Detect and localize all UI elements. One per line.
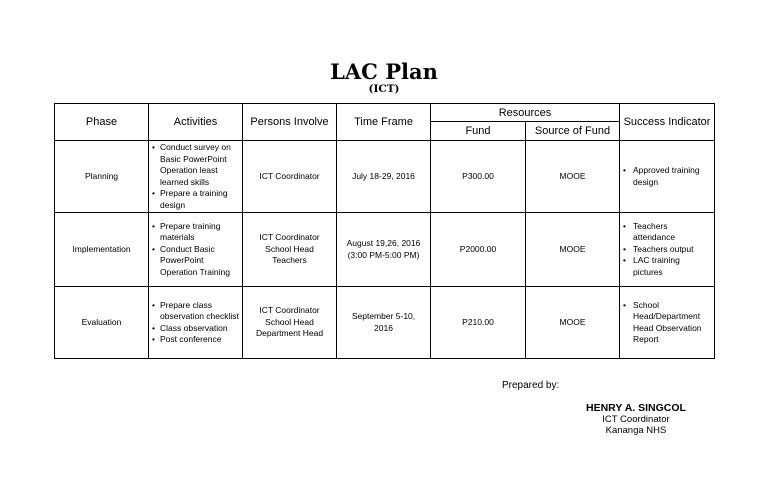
persons-cell [243, 213, 337, 287]
activities-cell [149, 287, 243, 359]
header-phase: Phase [55, 104, 149, 141]
signatory-name: HENRY A. SINGCOL [586, 402, 686, 414]
table-row [55, 287, 715, 359]
activity-item: • Prepare a training design [152, 188, 239, 211]
header-source-of-fund: Source of Fund [526, 122, 620, 141]
signatory-school: Kananga NHS [605, 425, 667, 436]
signatory-position: ICT Coordinator [602, 414, 670, 425]
success-list [623, 221, 711, 279]
table-row [55, 213, 715, 287]
header-fund: Fund [431, 122, 526, 141]
success-cell [620, 213, 715, 287]
activity-item: • Post conference [152, 334, 239, 346]
activity-item: • Conduct Basic PowerPoint Operation Training [152, 244, 239, 279]
success-item: • Teachers attendance [623, 221, 711, 244]
source-cell: MOOE [526, 213, 620, 287]
activities-list [152, 142, 239, 211]
time-line: August 19,26, 2016 [346, 238, 421, 248]
phase-cell: Planning [55, 141, 149, 213]
activities-list [152, 300, 239, 346]
success-item: • Teachers output [623, 244, 711, 256]
activity-item: • Prepare training materials [152, 221, 239, 244]
activity-item: • Class observation [152, 323, 239, 335]
activities-list [152, 221, 239, 279]
person-line: School Head [265, 316, 314, 327]
header-time-frame: Time Frame [337, 104, 431, 141]
header-resources: Resources [431, 104, 620, 122]
person-line: ICT Coordinator [259, 232, 320, 243]
person-line: Department Head [255, 328, 324, 339]
success-item: • LAC training pictures [623, 255, 711, 278]
header-activities: Activities [149, 104, 243, 141]
fund-cell: P300.00 [431, 141, 526, 213]
activities-cell [149, 141, 243, 213]
success-cell [620, 287, 715, 359]
person-line: ICT Coordinator [259, 305, 320, 316]
persons-cell [243, 287, 337, 359]
table-row [55, 141, 715, 213]
activity-item: • Conduct survey on Basic PowerPoint Operation least learned skills [152, 142, 239, 188]
source-cell: MOOE [526, 141, 620, 213]
success-list [623, 165, 711, 188]
phase-cell: Implementation [55, 213, 149, 287]
person-line: School Head [265, 243, 314, 254]
time-frame-cell [337, 213, 431, 287]
fund-cell: P2000.00 [431, 213, 526, 287]
lac-plan-table [54, 103, 715, 359]
prepared-by-label: Prepared by: [502, 380, 560, 391]
header-persons-involve: Persons Involve [243, 104, 337, 141]
time-frame-cell [337, 287, 431, 359]
success-list [623, 300, 711, 346]
source-cell: MOOE [526, 287, 620, 359]
success-item: • School Head/Department Head Observation Report [623, 300, 711, 346]
time-line: (3:00 PM-5:00 PM) [347, 249, 420, 260]
activities-cell [149, 213, 243, 287]
success-item: • Approved training design [623, 165, 711, 188]
success-cell [620, 141, 715, 213]
persons-cell [243, 141, 337, 213]
document-title: LAC Plan [330, 59, 438, 84]
time-line: September 5-10, [351, 311, 416, 321]
signatory-block [570, 402, 702, 436]
time-line: July 18-29, 2016 [352, 170, 415, 181]
time-frame-cell [337, 141, 431, 213]
person-line: ICT Coordinator [259, 170, 320, 181]
document-subtitle: (ICT) [368, 83, 400, 95]
time-line: 2016 [374, 322, 393, 333]
person-line: Teachers [272, 255, 307, 266]
activity-item: • Prepare class observation checklist [152, 300, 239, 323]
header-success-indicator: Success Indicator [620, 104, 715, 141]
phase-cell: Evaluation [55, 287, 149, 359]
fund-cell: P210.00 [431, 287, 526, 359]
